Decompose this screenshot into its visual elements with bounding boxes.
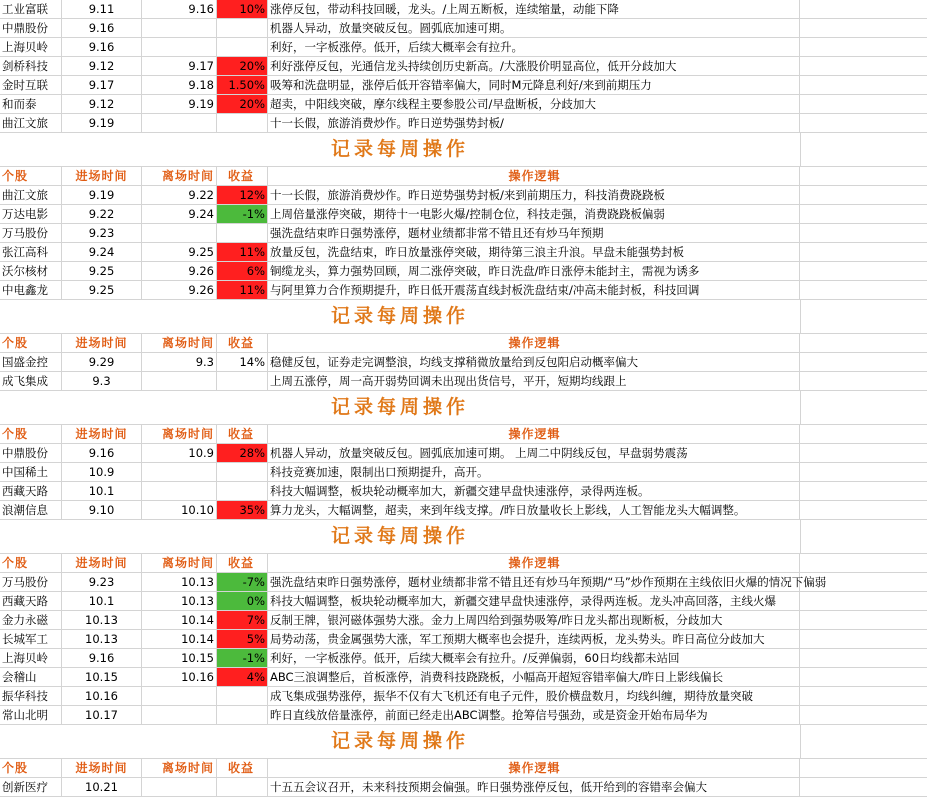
return-cell[interactable] <box>217 687 268 705</box>
logic-cell[interactable]: 昨日直线放倍量涨停，前面已经走出ABC调整。抢筹信号强劲，或是资金开始布局华为 <box>268 706 800 724</box>
return-cell[interactable]: 11% <box>217 281 268 299</box>
empty-cell[interactable] <box>800 57 927 75</box>
stock-name-cell[interactable]: 和而泰 <box>0 95 62 113</box>
stock-name-cell[interactable]: 中国稀土 <box>0 463 62 481</box>
table-row <box>0 95 927 114</box>
table-row <box>0 592 927 611</box>
stock-name-cell[interactable]: 沃尔核材 <box>0 262 62 280</box>
out-time-cell[interactable]: 10.16 <box>142 668 217 686</box>
in-time-cell[interactable]: 10.9 <box>62 463 142 481</box>
header-in-time[interactable]: 进场时间 <box>62 554 142 572</box>
in-time-cell[interactable]: 10.13 <box>62 611 142 629</box>
header-in-time[interactable]: 进场时间 <box>62 167 142 185</box>
logic-cell[interactable]: 强洗盘结束昨日强势涨停，题材业绩都非常不错且还有炒马年预期 <box>268 224 800 242</box>
header-stock[interactable]: 个股 <box>0 759 62 777</box>
empty-cell[interactable] <box>800 592 927 610</box>
empty-cell[interactable] <box>800 300 927 318</box>
out-time-cell[interactable]: 9.26 <box>142 262 217 280</box>
empty-cell[interactable] <box>800 687 927 705</box>
header-stock[interactable]: 个股 <box>0 334 62 352</box>
empty-cell[interactable] <box>800 501 927 519</box>
return-cell[interactable] <box>217 463 268 481</box>
empty-cell[interactable] <box>800 725 927 743</box>
empty-cell[interactable] <box>800 114 927 132</box>
table-row <box>0 630 927 649</box>
logic-cell[interactable]: 机器人异动，放量突破反包。圆弧底加速可期。 <box>268 19 800 37</box>
weekly-banner <box>0 133 927 167</box>
return-cell[interactable]: 0% <box>217 592 268 610</box>
out-time-cell[interactable] <box>142 114 217 132</box>
out-time-cell[interactable] <box>142 38 217 56</box>
return-cell[interactable]: 20% <box>217 57 268 75</box>
table-row <box>0 0 927 19</box>
weekly-banner-title: 记录每周操作 <box>0 391 801 424</box>
table-row <box>0 19 927 38</box>
stock-name-cell[interactable]: 中鼎股份 <box>0 444 62 462</box>
table-row <box>0 501 927 520</box>
empty-cell[interactable] <box>800 353 927 371</box>
empty-cell[interactable] <box>800 573 927 591</box>
stock-name-cell[interactable]: 曲江文旅 <box>0 114 62 132</box>
return-cell[interactable]: -1% <box>217 649 268 667</box>
weekly-banner <box>0 391 927 425</box>
table-row <box>0 649 927 668</box>
logic-cell[interactable]: 稳健反包，证券走完调整浪，均线支撑稍微放量给到反包阳启动概率偏大 <box>268 353 800 371</box>
return-cell[interactable] <box>217 224 268 242</box>
return-cell[interactable]: 6% <box>217 262 268 280</box>
table-row <box>0 482 927 501</box>
table-row <box>0 262 927 281</box>
out-time-cell[interactable]: 9.26 <box>142 281 217 299</box>
in-time-cell[interactable]: 9.23 <box>62 573 142 591</box>
stock-name-cell[interactable]: 中鼎股份 <box>0 19 62 37</box>
out-time-cell[interactable] <box>142 19 217 37</box>
empty-cell[interactable] <box>800 554 927 572</box>
return-cell[interactable]: 4% <box>217 668 268 686</box>
table-row <box>0 57 927 76</box>
logic-cell[interactable]: 科技大幅调整，板块轮动概率加大，新疆交建早盘快速涨停，录得两连板。 <box>268 482 800 500</box>
header-stock[interactable]: 个股 <box>0 425 62 443</box>
return-cell[interactable]: 28% <box>217 444 268 462</box>
stock-name-cell[interactable]: 曲江文旅 <box>0 186 62 204</box>
header-out-time[interactable]: 离场时间 <box>142 425 217 443</box>
in-time-cell[interactable]: 10.13 <box>62 630 142 648</box>
empty-cell[interactable] <box>800 262 927 280</box>
header-return[interactable]: 收益 <box>217 167 268 185</box>
empty-cell[interactable] <box>800 334 927 352</box>
stock-name-cell[interactable]: 万马股份 <box>0 573 62 591</box>
out-time-cell[interactable]: 9.18 <box>142 76 217 94</box>
empty-cell[interactable] <box>800 482 927 500</box>
in-time-cell[interactable]: 9.23 <box>62 224 142 242</box>
empty-cell[interactable] <box>800 391 927 409</box>
header-logic[interactable]: 操作逻辑 <box>268 167 800 185</box>
weekly-banner-title: 记录每周操作 <box>0 133 801 166</box>
in-time-cell[interactable]: 10.16 <box>62 687 142 705</box>
logic-cell[interactable]: 十一长假，旅游消费炒作。昨日逆势强势封板/ <box>268 114 800 132</box>
empty-cell[interactable] <box>800 463 927 481</box>
column-header-row <box>0 334 927 353</box>
out-time-cell[interactable]: 9.24 <box>142 205 217 223</box>
in-time-cell[interactable]: 9.11 <box>62 0 142 18</box>
return-cell[interactable]: 35% <box>217 501 268 519</box>
table-row <box>0 114 927 133</box>
stock-name-cell[interactable]: 创新医疗 <box>0 778 62 796</box>
header-stock[interactable]: 个股 <box>0 554 62 572</box>
out-time-cell[interactable] <box>142 482 217 500</box>
header-out-time[interactable]: 离场时间 <box>142 167 217 185</box>
in-time-cell[interactable]: 9.10 <box>62 501 142 519</box>
logic-cell[interactable]: 铜缆龙头，算力强势回顾，周二涨停突破，昨日洗盘/昨日涨停未能封主，需视为诱多 <box>268 262 800 280</box>
empty-cell[interactable] <box>800 205 927 223</box>
stock-name-cell[interactable]: 上海贝岭 <box>0 38 62 56</box>
out-time-cell[interactable] <box>142 706 217 724</box>
stock-name-cell[interactable]: 会稽山 <box>0 668 62 686</box>
return-cell[interactable] <box>217 482 268 500</box>
return-cell[interactable] <box>217 778 268 796</box>
empty-cell[interactable] <box>800 611 927 629</box>
in-time-cell[interactable]: 10.15 <box>62 668 142 686</box>
table-row <box>0 372 927 391</box>
column-header-row <box>0 759 927 778</box>
table-row <box>0 668 927 687</box>
empty-cell[interactable] <box>800 444 927 462</box>
weekly-banner-title: 记录每周操作 <box>0 725 801 758</box>
return-cell[interactable]: 11% <box>217 243 268 261</box>
logic-cell[interactable]: 强洗盘结束昨日强势涨停，题材业绩都非常不错且还有炒马年预期/“马”炒作预期在主线依旧火爆的情况下偏弱 <box>270 575 827 589</box>
logic-cell[interactable]: 利好涨停反包，光通信龙头持续创历史新高。/大涨股价明显高位，低开分歧加大 <box>268 57 800 75</box>
return-cell[interactable]: 12% <box>217 186 268 204</box>
in-time-cell[interactable]: 9.25 <box>62 281 142 299</box>
in-time-cell[interactable]: 9.19 <box>62 114 142 132</box>
column-header-row <box>0 554 927 573</box>
header-in-time[interactable]: 进场时间 <box>62 425 142 443</box>
in-time-cell[interactable]: 10.17 <box>62 706 142 724</box>
return-cell[interactable] <box>217 19 268 37</box>
in-time-cell[interactable]: 9.16 <box>62 444 142 462</box>
empty-cell[interactable] <box>800 520 927 538</box>
logic-cell[interactable]: 上周倍量涨停突破，期待十一电影火爆/控制仓位，科技走强，消费跷跷板偏弱 <box>268 205 800 223</box>
table-row <box>0 573 927 592</box>
in-time-cell[interactable]: 9.3 <box>62 372 142 390</box>
empty-cell[interactable] <box>800 281 927 299</box>
in-time-cell[interactable]: 9.17 <box>62 76 142 94</box>
return-cell[interactable] <box>217 372 268 390</box>
empty-cell[interactable] <box>800 668 927 686</box>
stock-name-cell[interactable]: 浪潮信息 <box>0 501 62 519</box>
weekly-banner <box>0 300 927 334</box>
weekly-banner <box>0 520 927 554</box>
in-time-cell[interactable]: 9.12 <box>62 95 142 113</box>
empty-cell[interactable] <box>800 38 927 56</box>
stock-name-cell[interactable]: 西藏天路 <box>0 482 62 500</box>
logic-cell[interactable]: 利好，一字板涨停。低开，后续大概率会有拉升。 <box>268 38 800 56</box>
empty-cell[interactable] <box>800 706 927 724</box>
table-row <box>0 243 927 262</box>
stock-name-cell[interactable]: 万达电影 <box>0 205 62 223</box>
logic-cell[interactable]: 上周五涨停，周一高开弱势回调未出现出货信号，平开，短期均线跟上 <box>268 372 800 390</box>
out-time-cell[interactable]: 10.15 <box>142 649 217 667</box>
table-row <box>0 611 927 630</box>
logic-cell[interactable]: 科技竞赛加速，限制出口预期提升，高开。 <box>268 463 800 481</box>
empty-cell[interactable] <box>800 425 927 443</box>
in-time-cell[interactable]: 10.1 <box>62 482 142 500</box>
logic-cell[interactable]: 利好，一字板涨停。低开，后续大概率会有拉升。/反弹偏弱，60日均线都未站回 <box>268 649 800 667</box>
empty-cell[interactable] <box>800 133 927 151</box>
empty-cell[interactable] <box>800 372 927 390</box>
out-time-cell[interactable]: 10.9 <box>142 444 217 462</box>
table-row <box>0 205 927 224</box>
return-cell[interactable]: 5% <box>217 630 268 648</box>
return-cell[interactable]: 7% <box>217 611 268 629</box>
weekly-banner-title: 记录每周操作 <box>0 520 801 553</box>
header-return[interactable]: 收益 <box>217 334 268 352</box>
empty-cell[interactable] <box>800 759 927 777</box>
header-return[interactable]: 收益 <box>217 759 268 777</box>
out-time-cell[interactable] <box>142 687 217 705</box>
empty-cell[interactable] <box>800 243 927 261</box>
in-time-cell[interactable]: 9.24 <box>62 243 142 261</box>
return-cell[interactable]: 20% <box>217 95 268 113</box>
header-out-time[interactable]: 离场时间 <box>142 334 217 352</box>
stock-name-cell[interactable]: 张江高科 <box>0 243 62 261</box>
header-out-time[interactable]: 离场时间 <box>142 759 217 777</box>
in-time-cell[interactable]: 10.21 <box>62 778 142 796</box>
in-time-cell[interactable]: 9.16 <box>62 649 142 667</box>
table-row <box>0 224 927 243</box>
stock-name-cell[interactable]: 剑桥科技 <box>0 57 62 75</box>
logic-cell[interactable]: 科技大幅调整，板块轮动概率加大，新疆交建早盘快速涨停，录得两连板。龙头冲高回落，主线火爆 <box>268 592 800 610</box>
return-cell[interactable] <box>217 38 268 56</box>
header-logic[interactable]: 操作逻辑 <box>268 759 800 777</box>
header-in-time[interactable]: 进场时间 <box>62 334 142 352</box>
return-cell[interactable]: 14% <box>217 353 268 371</box>
logic-cell[interactable]: 算力龙头，大幅调整，超卖，来到年线支撑。/昨日放量收长上影线，人工智能龙头大幅调整。 <box>268 501 800 519</box>
header-logic[interactable]: 操作逻辑 <box>268 425 800 443</box>
logic-cell[interactable]: 成飞集成强势涨停，振华不仅有大飞机还有电子元件，股价横盘数月，均线纠缠，期待放量突破 <box>268 687 800 705</box>
header-return[interactable]: 收益 <box>217 554 268 572</box>
out-time-cell[interactable] <box>142 372 217 390</box>
stock-name-cell[interactable]: 长城军工 <box>0 630 62 648</box>
out-time-cell[interactable]: 10.13 <box>142 592 217 610</box>
table-row <box>0 444 927 463</box>
table-row <box>0 463 927 482</box>
table-row <box>0 186 927 205</box>
stock-name-cell[interactable]: 工业富联 <box>0 0 62 18</box>
logic-cell[interactable]: 反制王牌，银河磁体强势大涨。金力上周四给到强势吸筹/昨日龙头都出现断板，分歧加大 <box>268 611 800 629</box>
header-return[interactable]: 收益 <box>217 425 268 443</box>
empty-cell[interactable] <box>800 778 927 796</box>
empty-cell[interactable] <box>800 19 927 37</box>
stock-name-cell[interactable]: 西藏天路 <box>0 592 62 610</box>
empty-cell[interactable] <box>800 167 927 185</box>
weekly-banner <box>0 725 927 759</box>
out-time-cell[interactable]: 9.17 <box>142 57 217 75</box>
stock-name-cell[interactable]: 金时互联 <box>0 76 62 94</box>
empty-cell[interactable] <box>800 76 927 94</box>
logic-cell[interactable]: 超卖，中阳线突破，摩尔线程主要参股公司/早盘断板，分歧加大 <box>268 95 800 113</box>
logic-cell[interactable]: 十五五会议召开，未来科技预期会偏强。昨日强势涨停反包，低开给到的容错率会偏大 <box>268 778 800 796</box>
logic-cell[interactable]: ABC三浪调整后，首板涨停，消费科技跷跷板，小幅高开超短容错率偏大/昨日上影线偏长 <box>268 668 800 686</box>
table-row <box>0 706 927 725</box>
logic-cell[interactable]: 涨停反包，带动科技回暖，龙头。/上周五断板，连续缩量，动能下降 <box>268 0 800 18</box>
out-time-cell[interactable] <box>142 778 217 796</box>
column-header-row <box>0 425 927 444</box>
in-time-cell[interactable]: 9.19 <box>62 186 142 204</box>
out-time-cell[interactable]: 10.14 <box>142 611 217 629</box>
out-time-cell[interactable]: 9.3 <box>142 353 217 371</box>
empty-cell[interactable] <box>800 224 927 242</box>
in-time-cell[interactable]: 9.16 <box>62 19 142 37</box>
stock-name-cell[interactable]: 国盛金控 <box>0 353 62 371</box>
return-cell[interactable]: -1% <box>217 205 268 223</box>
in-time-cell[interactable]: 9.12 <box>62 57 142 75</box>
header-logic[interactable]: 操作逻辑 <box>268 334 800 352</box>
in-time-cell[interactable]: 9.29 <box>62 353 142 371</box>
logic-cell[interactable]: 机器人异动，放量突破反包。圆弧底加速可期。 上周二中阴线反包，早盘弱势震荡 <box>268 444 800 462</box>
return-cell[interactable]: -7% <box>217 573 268 591</box>
header-logic[interactable]: 操作逻辑 <box>268 554 800 572</box>
logic-cell[interactable]: 局势动荡，贵金属强势大涨，军工预期大概率也会提升，连续两板，龙头势头。昨日高位分歧加大 <box>268 630 800 648</box>
out-time-cell[interactable]: 9.25 <box>142 243 217 261</box>
table-row <box>0 76 927 95</box>
in-time-cell[interactable]: 9.22 <box>62 205 142 223</box>
table-row <box>0 687 927 706</box>
stock-name-cell[interactable]: 万马股份 <box>0 224 62 242</box>
empty-cell[interactable] <box>800 95 927 113</box>
return-cell[interactable] <box>217 706 268 724</box>
empty-cell[interactable] <box>800 186 927 204</box>
stock-name-cell[interactable]: 金力永磁 <box>0 611 62 629</box>
empty-cell[interactable] <box>800 630 927 648</box>
out-time-cell[interactable]: 9.16 <box>142 0 217 18</box>
logic-cell[interactable]: 放量反包，洗盘结束，昨日放量涨停突破，期待第三浪主升浪。早盘未能强势封板 <box>268 243 800 261</box>
in-time-cell[interactable]: 9.16 <box>62 38 142 56</box>
stock-name-cell[interactable]: 上海贝岭 <box>0 649 62 667</box>
out-time-cell[interactable] <box>142 463 217 481</box>
table-row <box>0 38 927 57</box>
empty-cell[interactable] <box>800 0 927 18</box>
logic-cell[interactable]: 与阿里算力合作预期提升，昨日低开震荡直线封板洗盘结束/冲高未能封板，科技回调 <box>268 281 800 299</box>
stock-name-cell[interactable]: 常山北明 <box>0 706 62 724</box>
out-time-cell[interactable]: 9.22 <box>142 186 217 204</box>
empty-cell[interactable] <box>800 649 927 667</box>
stock-name-cell[interactable]: 中电鑫龙 <box>0 281 62 299</box>
out-time-cell[interactable]: 9.19 <box>142 95 217 113</box>
weekly-banner-title: 记录每周操作 <box>0 300 801 333</box>
table-row <box>0 353 927 372</box>
header-stock[interactable]: 个股 <box>0 167 62 185</box>
return-cell[interactable]: 10% <box>217 0 268 18</box>
table-row <box>0 281 927 300</box>
return-cell[interactable] <box>217 114 268 132</box>
out-time-cell[interactable]: 10.13 <box>142 573 217 591</box>
in-time-cell[interactable]: 10.1 <box>62 592 142 610</box>
stock-name-cell[interactable]: 振华科技 <box>0 687 62 705</box>
logic-cell[interactable]: 十一长假，旅游消费炒作。昨日逆势强势封板/来到前期压力，科技消费跷跷板 <box>268 186 800 204</box>
stock-name-cell[interactable]: 成飞集成 <box>0 372 62 390</box>
out-time-cell[interactable]: 10.14 <box>142 630 217 648</box>
header-out-time[interactable]: 离场时间 <box>142 554 217 572</box>
in-time-cell[interactable]: 9.25 <box>62 262 142 280</box>
header-in-time[interactable]: 进场时间 <box>62 759 142 777</box>
column-header-row <box>0 167 927 186</box>
out-time-cell[interactable] <box>142 224 217 242</box>
return-cell[interactable]: 1.50% <box>217 76 268 94</box>
logic-cell[interactable]: 吸筹和洗盘明显，涨停后低开容错率偏大，同时M元降息利好/来到前期压力 <box>268 76 800 94</box>
out-time-cell[interactable]: 10.10 <box>142 501 217 519</box>
table-row <box>0 778 927 797</box>
